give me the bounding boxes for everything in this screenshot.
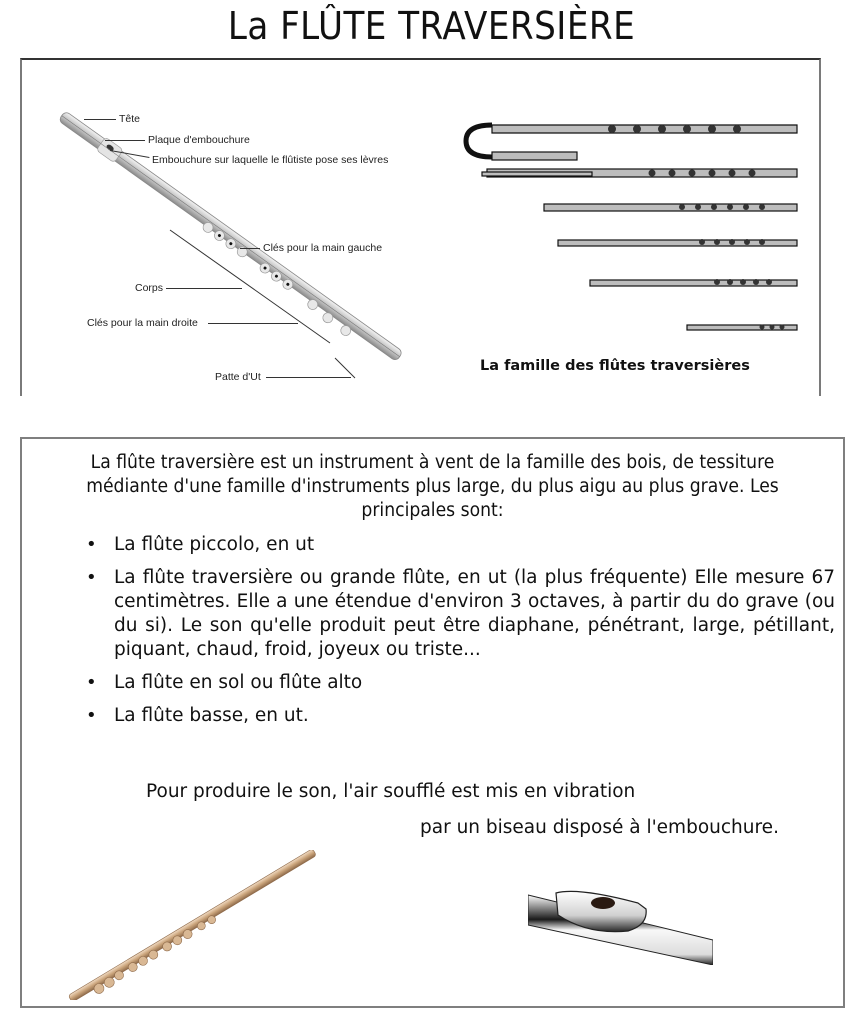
- flute-types-list: [30, 533, 835, 728]
- label-plaque: Plaque d'embouchure: [148, 134, 250, 146]
- annotation-line: [208, 323, 298, 324]
- annotation-line: [240, 248, 260, 249]
- list-item: • La flûte en sol ou flûte alto: [96, 671, 835, 695]
- annotation-line: [84, 119, 116, 120]
- label-tete: Tête: [119, 113, 141, 125]
- list-item: • La flûte traversière ou grande flûte, en ut (la plus fréquente) Elle mesure 67 centimètres. Elle a une étendue d'environ 3 octaves, à partir du do grave (ou du si). Le son qu'elle produit peut être diaphane, pénétrant, large, pétillant, piquant, chaud, froid, joyeux ou triste...: [96, 566, 835, 662]
- label-corps: Corps: [135, 282, 164, 294]
- annotation-line: [105, 140, 145, 141]
- flute-family-caption: La famille des flûtes traversières: [480, 358, 750, 374]
- label-cles-main-gauche: Clés pour la main gauche: [263, 242, 383, 254]
- annotation-line: [266, 377, 351, 378]
- embouchure-closeup-image: [528, 885, 713, 965]
- intro-paragraph: La flûte traversière est un instrument à vent de la famille des bois, de tessiture médiante d'une famille d'instruments plus large, du plus aigu au plus grave. Les principales sont:: [86, 452, 779, 521]
- annotation-line: [166, 288, 242, 289]
- label-cles-main-droite: Clés pour la main droite: [87, 317, 198, 329]
- closing-line-1: Pour produire le son, l'air soufflé est mis en vibration: [146, 781, 636, 802]
- list-item: • La flûte piccolo, en ut: [96, 533, 835, 557]
- closing-line-2: par un biseau disposé à l'embouchure.: [420, 817, 779, 838]
- gold-flute-image: [60, 850, 330, 1000]
- list-item: • La flûte basse, en ut.: [96, 704, 835, 728]
- description-block: [30, 451, 835, 737]
- label-embouchure: Embouchure sur laquelle le flûtiste pose ses lèvres: [152, 154, 389, 166]
- label-patte-dut: Patte d'Ut: [215, 371, 261, 383]
- page-title: La FLÛTE TRAVERSIÈRE: [227, 4, 636, 48]
- flute-family-image: [462, 115, 802, 340]
